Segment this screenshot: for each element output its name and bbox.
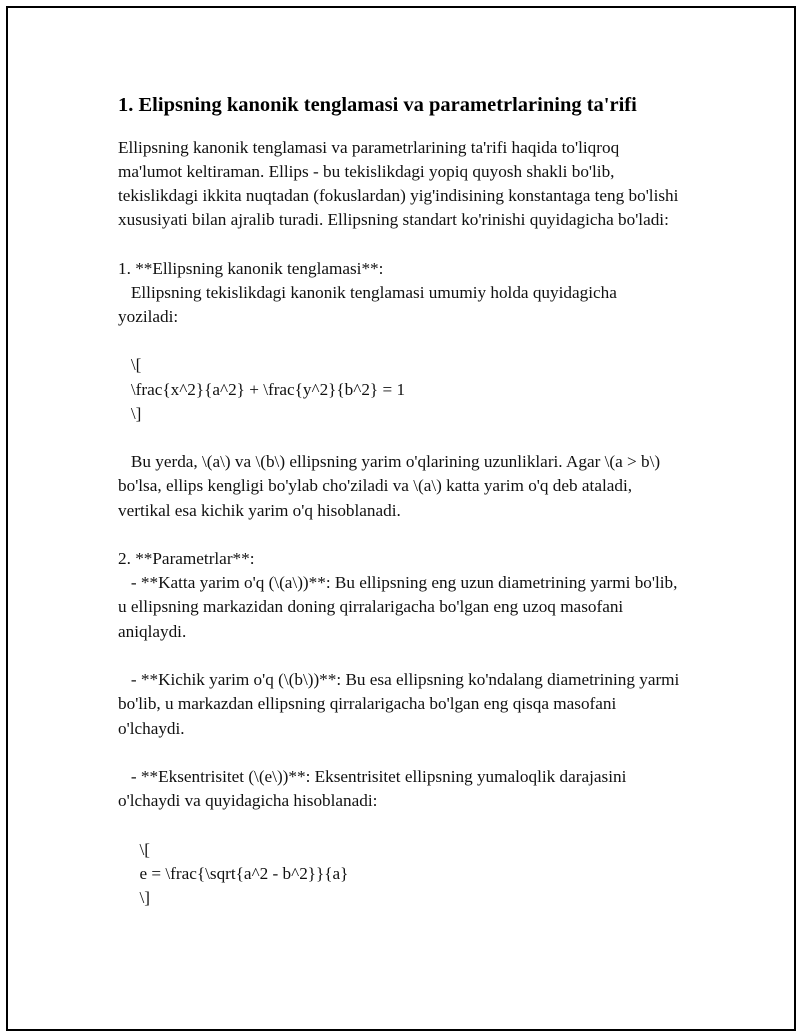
section-heading: 1. Elipsning kanonik tenglamasi va parametrlarining ta'rifi bbox=[118, 94, 637, 116]
document-content bbox=[118, 93, 680, 910]
body-text: Ellipsning kanonik tenglamasi va parametrlarining ta'rifi haqida to'liqroq ma'lumot keltiraman. Ellips - bu tekislikdagi yopiq quyosh shakli bo'lib, tekislikdagi ikkita nuqtadan (fokuslardan) yig'indisining konstantaga teng bo'lishi xususiyati bilan ajralib turadi. Ellipsning standart ko'rinishi quyidagicha bo'ladi: 1. **Ellipsning kanonik tenglamasi**: Ellipsning tekislikdagi kanonik tenglamasi umumiy holda quyidagicha yoziladi: \[ \frac{x^2}{a^2} + \frac{y^2}{b^2} = 1 \] Bu yerda, \(a\) va \(b\) ellipsning yarim o'qlarining uzunliklari. Agar \(a > b\) bo'lsa, ellips kengligi bo'ylab cho'ziladi va \(a\) katta yarim o'q deb ataladi, vertikal esa kichik yarim o'q hisoblanadi. 2. **Parametrlar**: - **Katta yarim o'q (\(a\))**: Bu ellipsning eng uzun diametrining yarmi bo'lib, u ellipsning markazidan doning qirralarigacha bo'lgan eng uzoq masofani aniqlaydi. - **Kichik yarim o'q (\(b\))**: Bu esa ellipsning ko'ndalang diametrining yarmi bo'lib, u markazdan ellipsning qirralarigacha bo'lgan eng qisqa masofani o'lchaydi. - **Eksentrisitet (\(e\))**: Eksentrisitet ellipsning yumaloqlik darajasini o'lchaydi va quyidagicha hisoblanadi: \[ e = \frac{\sqrt{a^2 - b^2}}{a} \] bbox=[118, 137, 680, 907]
